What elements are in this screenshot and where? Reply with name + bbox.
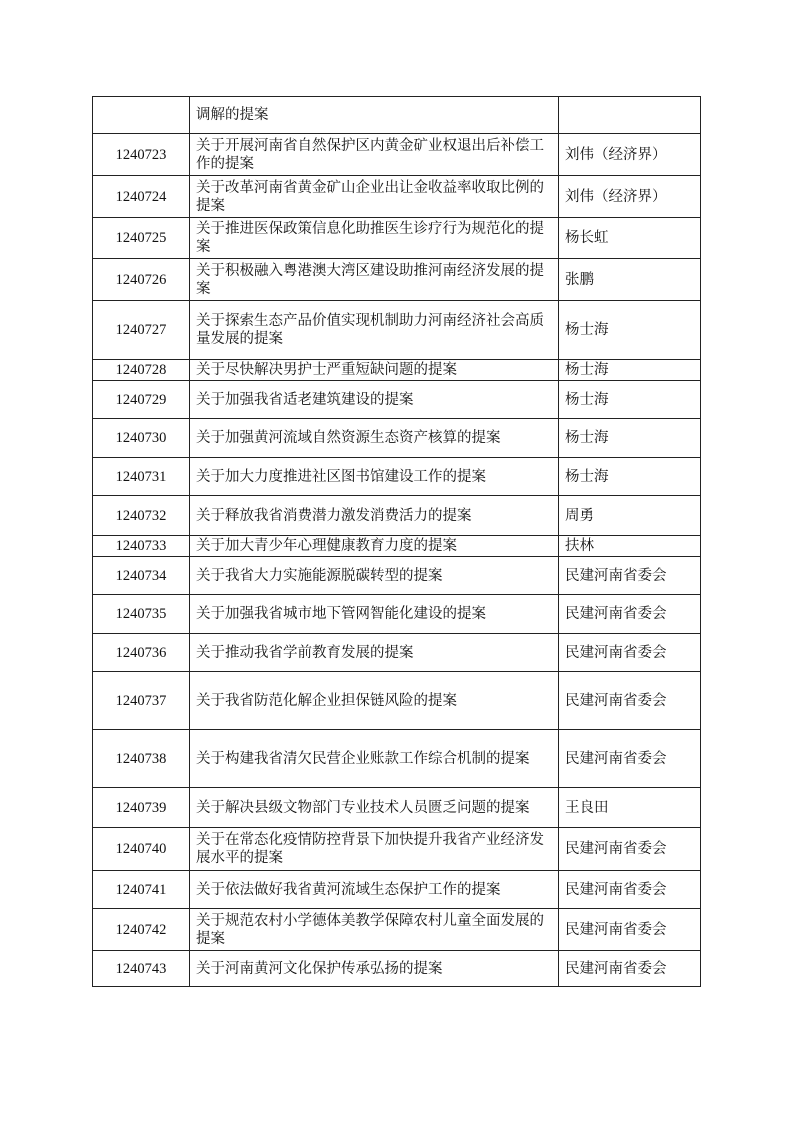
proposal-title: 关于河南黄河文化保护传承弘扬的提案 (190, 951, 559, 987)
table-row (93, 634, 701, 672)
table-row (93, 259, 701, 301)
proposal-id: 1240738 (93, 730, 190, 788)
table-row (93, 871, 701, 909)
proposal-title: 关于我省防范化解企业担保链风险的提案 (190, 672, 559, 730)
proposal-id: 1240731 (93, 458, 190, 496)
proposal-title: 关于释放我省消费潜力激发消费活力的提案 (190, 496, 559, 536)
table-row (93, 360, 701, 381)
proposal-title: 关于依法做好我省黄河流域生态保护工作的提案 (190, 871, 559, 909)
proposal-author: 民建河南省委会 (559, 951, 701, 987)
table-row (93, 419, 701, 458)
proposal-id: 1240729 (93, 381, 190, 419)
proposal-title: 关于构建我省清欠民营企业账款工作综合机制的提案 (190, 730, 559, 788)
proposal-title: 关于加强我省城市地下管网智能化建设的提案 (190, 595, 559, 634)
table-row (93, 218, 701, 259)
proposal-author: 刘伟（经济界） (559, 134, 701, 176)
proposal-id: 1240724 (93, 176, 190, 218)
proposal-title: 关于我省大力实施能源脱碳转型的提案 (190, 557, 559, 595)
proposal-title: 关于加大青少年心理健康教育力度的提案 (190, 536, 559, 557)
table-row (93, 458, 701, 496)
proposal-id: 1240728 (93, 360, 190, 381)
proposal-table (92, 96, 701, 987)
proposal-id: 1240740 (93, 828, 190, 871)
proposal-title: 关于加强我省适老建筑建设的提案 (190, 381, 559, 419)
proposal-id: 1240735 (93, 595, 190, 634)
table-row (93, 97, 701, 134)
proposal-id: 1240733 (93, 536, 190, 557)
proposal-author: 扶林 (559, 536, 701, 557)
proposal-author: 民建河南省委会 (559, 828, 701, 871)
proposal-title: 关于推进医保政策信息化助推医生诊疗行为规范化的提案 (190, 218, 559, 259)
table-row (93, 951, 701, 987)
proposal-title: 关于积极融入粤港澳大湾区建设助推河南经济发展的提案 (190, 259, 559, 301)
proposal-id: 1240734 (93, 557, 190, 595)
table-row (93, 828, 701, 871)
proposal-author: 杨士海 (559, 381, 701, 419)
proposal-author: 民建河南省委会 (559, 557, 701, 595)
proposal-title: 关于探索生态产品价值实现机制助力河南经济社会高质量发展的提案 (190, 301, 559, 360)
table-row (93, 496, 701, 536)
proposal-id: 1240723 (93, 134, 190, 176)
table-row (93, 176, 701, 218)
proposal-id: 1240726 (93, 259, 190, 301)
proposal-id: 1240737 (93, 672, 190, 730)
proposal-author: 杨士海 (559, 458, 701, 496)
proposal-title: 关于在常态化疫情防控背景下加快提升我省产业经济发展水平的提案 (190, 828, 559, 871)
proposal-title: 关于解决县级文物部门专业技术人员匮乏问题的提案 (190, 788, 559, 828)
proposal-author: 杨士海 (559, 419, 701, 458)
proposal-author: 民建河南省委会 (559, 634, 701, 672)
proposal-title: 关于加强黄河流域自然资源生态资产核算的提案 (190, 419, 559, 458)
proposal-author: 王良田 (559, 788, 701, 828)
proposal-author (559, 97, 701, 134)
proposal-id: 1240730 (93, 419, 190, 458)
table-row (93, 301, 701, 360)
proposal-title: 关于规范农村小学德体美教学保障农村儿童全面发展的提案 (190, 909, 559, 951)
proposal-title: 关于推动我省学前教育发展的提案 (190, 634, 559, 672)
proposal-author: 民建河南省委会 (559, 730, 701, 788)
table-row (93, 730, 701, 788)
proposal-author: 民建河南省委会 (559, 595, 701, 634)
proposal-author: 民建河南省委会 (559, 871, 701, 909)
proposal-author: 民建河南省委会 (559, 672, 701, 730)
table-row (93, 909, 701, 951)
proposal-id (93, 97, 190, 134)
table-row (93, 672, 701, 730)
proposal-id: 1240727 (93, 301, 190, 360)
proposal-author: 民建河南省委会 (559, 909, 701, 951)
proposal-id: 1240732 (93, 496, 190, 536)
table-row (93, 134, 701, 176)
proposal-author: 周勇 (559, 496, 701, 536)
proposal-title: 关于改革河南省黄金矿山企业出让金收益率收取比例的提案 (190, 176, 559, 218)
proposal-id: 1240741 (93, 871, 190, 909)
table-row (93, 788, 701, 828)
proposal-title: 关于尽快解决男护士严重短缺问题的提案 (190, 360, 559, 381)
proposal-author: 杨士海 (559, 301, 701, 360)
table-row (93, 536, 701, 557)
proposal-title: 关于开展河南省自然保护区内黄金矿业权退出后补偿工作的提案 (190, 134, 559, 176)
proposal-author: 杨长虹 (559, 218, 701, 259)
proposal-title: 调解的提案 (190, 97, 559, 134)
proposal-author: 张鹏 (559, 259, 701, 301)
proposal-author: 杨士海 (559, 360, 701, 381)
proposal-id: 1240739 (93, 788, 190, 828)
table-row (93, 557, 701, 595)
table-row (93, 595, 701, 634)
proposal-id: 1240736 (93, 634, 190, 672)
table-row (93, 381, 701, 419)
proposal-id: 1240742 (93, 909, 190, 951)
proposal-title: 关于加大力度推进社区图书馆建设工作的提案 (190, 458, 559, 496)
proposal-id: 1240725 (93, 218, 190, 259)
proposal-author: 刘伟（经济界） (559, 176, 701, 218)
proposal-id: 1240743 (93, 951, 190, 987)
